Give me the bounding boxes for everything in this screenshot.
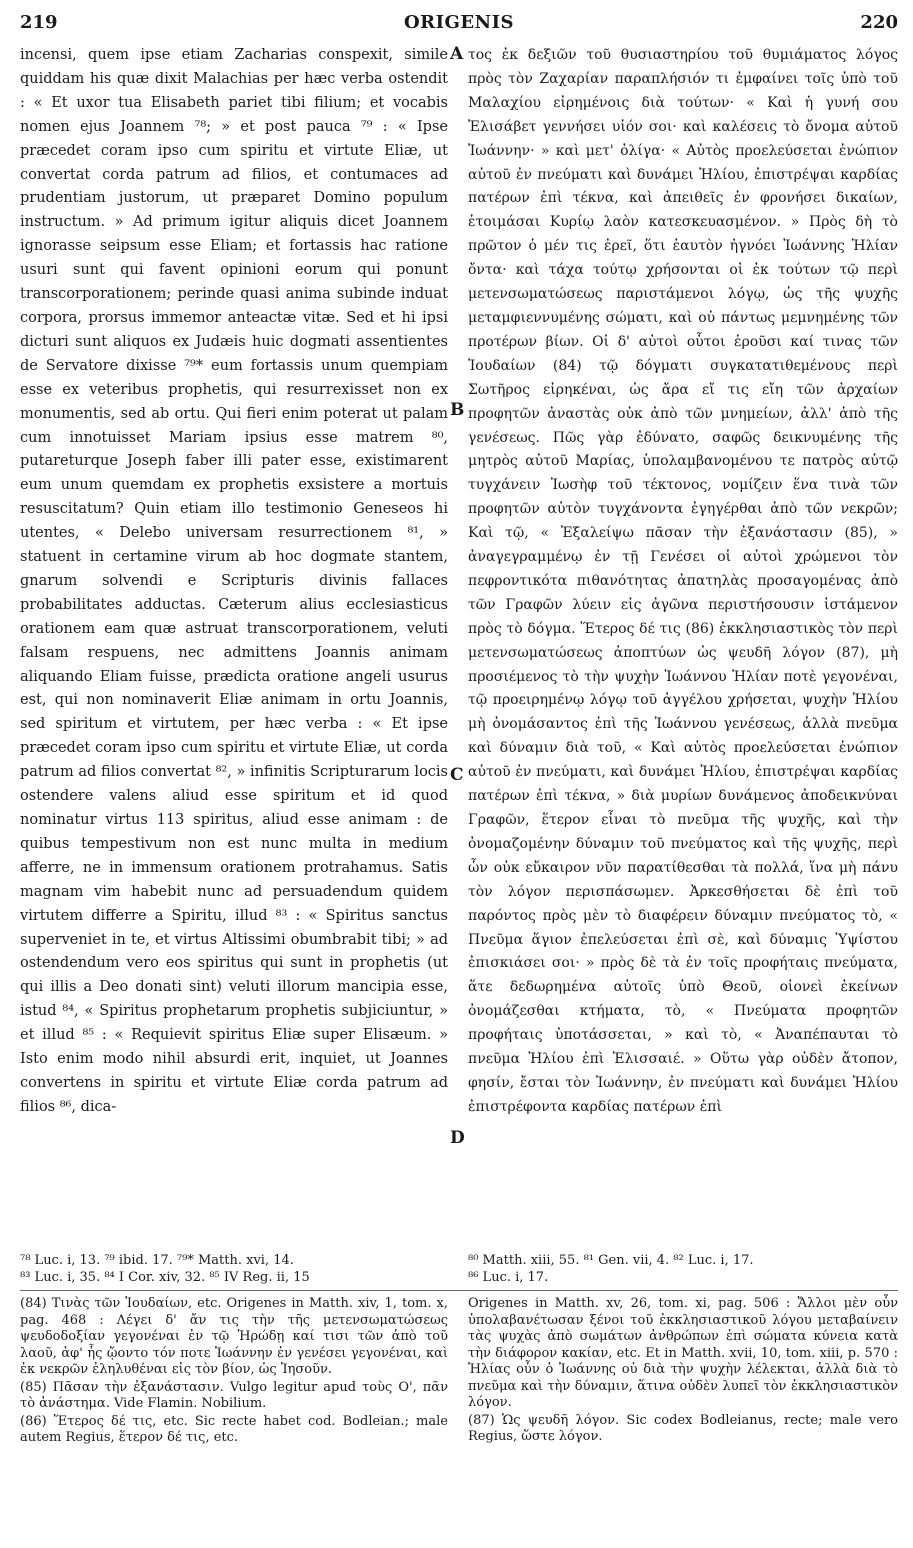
greek-column	[468, 44, 898, 1120]
margin-marker-a: A	[450, 44, 464, 64]
notes-right	[468, 1296, 898, 1447]
running-title: ORIGENIS	[403, 12, 515, 33]
margin-marker-c: C	[450, 765, 464, 785]
margin-marker-b: B	[450, 400, 465, 420]
notes-left	[20, 1296, 448, 1448]
latin-text: incensi, quem ipse etiam Zacharias conspexit, simile quiddam his quæ dixit Malachias per hæc verba ostendit : « Et uxor tua Elisabeth pariet tibi filium; et vocabis nomen ejus Joannem ⁷⁸; » et post pauca ⁷⁹ : « Ipse præcedet coram ipso cum spiritu et virtute Eliæ, ut convertat corda patrum ad filios, et contumaces ad prudentiam justorum, ut præparet Domino populum instructum. » Ad primum igitur aliquis dicet Joannem ignorasse seipsum esse Eliam; et fortassis hac ratione usuri sunt qui favent opinioni eorum qui ponunt transcorporationem; perinde quasi anima subinde induat corpora, prorsus immemor anteactæ vitæ. Sed et hi ipsi dicturi sunt aliquos ex Judæis huic dogmati assentientes de Servatore dixisse ⁷⁹* eum fortassis unum quempiam esse ex veteribus prophetis, qui resurrexisset non ex monumentis, sed ab ortu. Qui fieri enim poterat ut palam cum innotuisset Mariam ipsius esse matrem ⁸⁰, putareturque Joseph faber illi pater esse, existimarent eum unum quemdam ex prophetis exsistere a mortuis resuscitatum? Quin etiam illo testimonio Geneseos hi utentes, « Delebo universam resurrectionem ⁸¹, » statuent in certamine virum ab hoc dogmate stantem, gnarum solvendi e Scripturis divinis fallaces probabilitates adductas. Cæterum alius ecclesiasticus orationem eam quæ astruat transcorporationem, veluti falsam respuens, nec admittens Joannis animam aliquando Eliam fuisse, prædicta oratione angeli usurus est, qui non nominaverit Eliæ animam in ortu Joannis, sed spiritum et virtutem, per hæc verba : « Et ipse præcedet coram ipso cum spiritu et virtute Eliæ, ut corda patrum ad filios convertat ⁸², » infinitis Scripturarum locis ostendere valens aliud esse spiritum et id quod nominatur virtus 113 spiritus, aliud esse animam : de quibus tempestivum non est nunc multa in medium afferre, ne in immensum orationem protrahamus. Satis magnam vim habebit nunc ad persuadendum quidem virtutem differre a Spiritu, illud ⁸³ : « Spiritus sanctus superveniet in te, et virtus Altissimi obumbrabit tibi; » ad ostendendum vero eos spiritus qui sunt in prophetis (ut qui illis a Deo donati sint) veluti illorum mancipia esse, istud ⁸⁴, « Spiritus prophetarum prophetis subjiciuntur, » et illud ⁸⁵ : « Requievit spiritus Eliæ super Elisæum. » Isto enim modo nihil absurdi erit, inquiet, ut Joannes convertens in spiritu et virtute Eliæ corda patrum ad filios ⁸⁶, dica-	[20, 47, 448, 1115]
note-84-cont: Origenes in Matth. xv, 26, tom. xi, pag. 506 : Ἄλλοι μὲν οὖν ὑπολαβανέτωσαν ξένοι τοῦ ἐκκλησιαστικοῦ λόγου μεταβαίνειν τὰς ψυχὰς ἀπὸ σωμάτων ἀνθρώπων ἐπὶ σώματα κύνεια κατὰ τὴν διάφορον κακίαν, etc. Et in Matth. xvii, 10, tom. xiii, p. 570 : Ἠλίας οὖν ὁ Ἰωάννης οὐ διὰ τὴν ψυχὴν λέλεκται, ἀλλὰ διὰ τὸ πνεῦμα καὶ τὴν δύναμιν, ἅτινα οὐδὲν λυπεῖ τὸν ἐκκλησιαστικὸν λόγον.	[468, 1296, 898, 1410]
greek-scripture-refs	[468, 1252, 754, 1286]
ref-line: ⁸³ Luc. i, 35. ⁸⁴ I Cor. xiv, 32. ⁸⁵ IV Reg. ii, 15	[20, 1270, 310, 1285]
note-85: (85) Πᾶσαν τὴν ἐξανάστασιν. Vulgo legitur apud τοὺς Ο', πᾶν τὸ ἀνάστημα. Vide Flamin. Nobilium.	[20, 1379, 448, 1411]
page-number-left: 219	[20, 12, 58, 33]
greek-text: τος ἐκ δεξιῶν τοῦ θυσιαστηρίου τοῦ θυμιάματος λόγος πρὸς τὸν Ζαχαρίαν παραπλήσιόν τι ἐμφαίνει τοῖς ὑπὸ τοῦ Μαλαχίου εἰρημένοις διὰ τούτων· « Καὶ ἡ γυνή σου Ἐλισάβετ γεννήσει υἱόν σοι· καὶ καλέσεις τὸ ὄνομα αὐτοῦ Ἰωάννην· » καὶ μετ' ὀλίγα· « Αὐτὸς προελεύσεται ἐνώπιον αὐτοῦ ἐν πνεύματι καὶ δυνάμει Ἠλίου, ἐπιστρέψαι καρδίας πατέρων ἐπὶ τέκνα, καὶ ἀπειθεῖς ἐν φρονήσει δικαίων, ἑτοιμάσαι Κυρίῳ λαὸν κατεσκευασμένον. » Πρὸς δὴ τὸ πρῶτον ὁ μέν τις ἐρεῖ, ὅτι ἑαυτὸν ἠγνόει Ἰωάννης Ἠλίαν ὄντα· καὶ τάχα τούτῳ χρήσονται οἱ ἐκ τούτων τῷ περὶ μετενσωματώσεως παριστάμενοι λόγῳ, ὡς τῆς ψυχῆς μεταμφιεννυμένης σώματι, καὶ οὐ πάντως μεμνημένης τῶν προτέρων βίων. Οἱ δ' αὐτοὶ οὗτοι ἐροῦσι καί τινας τῶν Ἰουδαίων (84) τῷ δόγματι συγκατατιθεμένους περὶ Σωτῆρος εἰρηκέναι, ὡς ἄρα εἴ τις εἴη τῶν ἀρχαίων προφητῶν ἀναστὰς οὐκ ἀπὸ τῶν μνημείων, ἀλλ' ἀπὸ τῆς γενέσεως. Πῶς γὰρ ἐδύνατο, σαφῶς δεικνυμένης τῆς μητρὸς αὐτοῦ Μαρίας, ὑπολαμβανομένου τε πατρὸς αὐτῷ τυγχάνειν Ἰωσὴφ τοῦ τέκτονος, νομίζειν ἕνα τινὰ τῶν προφητῶν αὐτὸν τυγχάνοντα ἐγηγέρθαι ἀπὸ τῶν νεκρῶν; Καὶ τῷ, « Ἐξαλείψω πᾶσαν τὴν ἐξανάστασιν (85), » ἀναγεγραμμένῳ ἐν τῇ Γενέσει οἱ αὐτοὶ χρώμενοι τὸν πεφροντικότα πιθανότητας ἀπατηλὰς προσαγομένας ἀπὸ τῶν Γραφῶν λύειν εἰς ἀγῶνα περιστήσουσιν ἱστάμενον πρὸς τὸ δόγμα. Ἕτερος δέ τις (86) ἐκκλησιαστικὸς τὸν περὶ μετενσωματώσεως ἀποπτύων ὡς ψευδῆ λόγον (87), μὴ προσιέμενος τὸ τὴν ψυχὴν Ἰωάννου Ἠλίαν ποτὲ γεγονέναι, τῷ προειρημένῳ λόγῳ τοῦ ἀγγέλου χρήσεται, ψυχὴν Ἠλίου μὴ ὀνομάσαντος ἐπὶ τῆς Ἰωάννου γενέσεως, ἀλλὰ πνεῦμα καὶ δύναμιν διὰ τοῦ, « Καὶ αὐτὸς προελεύσεται ἐνώπιον αὐτοῦ ἐν πνεύματι, καὶ δυνάμει Ἠλίου, ἐπιστρέψαι καρδίας πατέρων ἐπὶ τέκνα, » διὰ μυρίων δυνάμενος ἀποδεικνύναι Γραφῶν, ἕτερον εἶναι τὸ πνεῦμα τῆς ψυχῆς, καὶ τὴν ὀνομαζομένην δύναμιν τοῦ πνεύματος καὶ τῆς ψυχῆς, περὶ ὧν οὐκ εὔκαιρον νῦν παρατίθεσθαι τὰ πολλά, ἵνα μὴ πάνυ τὸν λόγον περισπάσωμεν. Ἀρκεσθήσεται δὲ ἐπὶ τοῦ παρόντος πρὸς μὲν τὸ διαφέρειν δύναμιν πνεύματος τὸ, « Πνεῦμα ἅγιον ἐπελεύσεται ἐπὶ σὲ, καὶ δύναμις Ὑψίστου ἐπισκιάσει σοι· » πρὸς δὲ τὰ ἐν τοῖς προφήταις πνεύματα, ἅτε δεδωρημένα αὐτοῖς ὑπὸ Θεοῦ, οἱονεὶ ἐκείνων ὀνομάζεσθαι κτήματα, τὸ, « Πνεύματα προφητῶν προφήταις ὑποτάσσεται, » καὶ τὸ, « Ἀναπέπαυται τὸ πνεῦμα Ἠλίου ἐπὶ Ἐλισσαιέ. » Οὕτω γὰρ οὐδὲν ἄτοπον, φησίν, ἔσται τὸν Ἰωάννην, ἐν πνεύματι καὶ δυνάμει Ἠλίου ἐπιστρέφοντα καρδίας πατέρων ἐπὶ	[468, 47, 898, 1115]
margin-marker-d: D	[450, 1128, 465, 1148]
footnote-divider	[20, 1290, 898, 1291]
ref-line: ⁸⁶ Luc. i, 17.	[468, 1270, 549, 1285]
ref-line: ⁸⁰ Matth. xiii, 55. ⁸¹ Gen. vii, 4. ⁸² Luc. i, 17.	[468, 1253, 754, 1268]
page-number-right: 220	[860, 12, 898, 33]
note-84: (84) Τινὰς τῶν Ἰουδαίων, etc. Origenes in Matth. xiv, 1, tom. x, pag. 468 : Λέγει δ' ἄν τις τὴν τῆς μετενσωματώσεως ψευδοδοξίαν γεγονέναι ἐν τῷ Ἡρώδῃ καί τισι τῶν ἀπὸ τοῦ λαοῦ, ἀφ' ἧς ᾤοντο τόν ποτε Ἰωάννην ἐν γενέσει γεγονέναι, καὶ ἐκ νεκρῶν ἐληλυθέναι εἰς τὸν βίον, ὡς Ἰησοῦν.	[20, 1296, 448, 1377]
latin-column	[20, 44, 448, 1120]
page-header	[20, 12, 898, 38]
ref-line: ⁷⁸ Luc. i, 13. ⁷⁹ ibid. 17. ⁷⁹* Matth. xvi, 14.	[20, 1253, 294, 1268]
latin-scripture-refs	[20, 1252, 310, 1286]
note-86: (86) Ἕτερος δέ τις, etc. Sic recte habet cod. Bodleian.; male autem Regius, ἕτερον δέ τις, etc.	[20, 1413, 448, 1445]
note-87: (87) Ὡς ψευδῆ λόγον. Sic codex Bodleianus, recte; male vero Regius, ὥστε λόγον.	[468, 1412, 898, 1444]
